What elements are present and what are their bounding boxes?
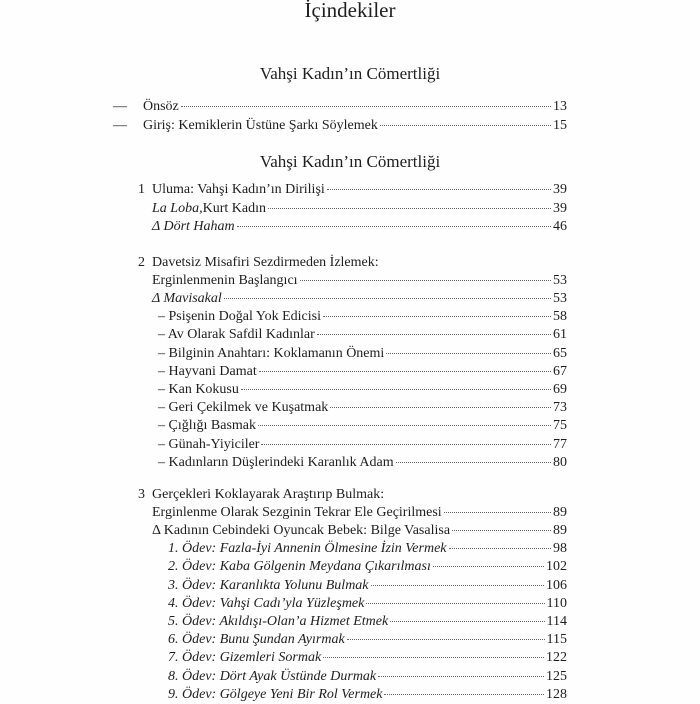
toc-entry[interactable] [168, 595, 567, 613]
entry-title-italic: La Loba, [152, 201, 203, 216]
dot-leader [259, 371, 551, 372]
entry-page: 110 [546, 595, 567, 611]
dot-leader [366, 603, 544, 604]
entry-page: 77 [553, 436, 567, 452]
entry-title: – Kadınların Düşlerindeki Karanlık Adam [158, 454, 394, 470]
chapter-title: Uluma: Vahşi Kadın’ın Dirilişi [152, 182, 325, 197]
toc-entry[interactable] [113, 117, 567, 135]
entry-page: 106 [546, 577, 567, 593]
entry-title: – Geri Çekilmek ve Kuşatmak [158, 400, 329, 416]
dot-leader [371, 585, 544, 586]
entry-page: 102 [546, 559, 567, 575]
chapter-title-row[interactable] [152, 272, 567, 290]
chapter-title-row[interactable] [152, 504, 567, 522]
toc-entry[interactable] [168, 540, 567, 558]
chapter-title: Erginlenmenin Başlangıcı [152, 273, 298, 288]
dot-leader [452, 530, 551, 531]
toc-entry[interactable] [168, 558, 567, 576]
toc-entry[interactable] [152, 218, 567, 236]
entry-page: 80 [553, 454, 567, 470]
entry-page: 122 [546, 650, 567, 666]
dot-leader [261, 444, 551, 445]
entry-title-italic: Δ Dört Haham [152, 219, 235, 234]
entry-page: 89 [553, 505, 567, 520]
dot-leader [390, 621, 544, 622]
toc-entry[interactable] [158, 308, 567, 326]
dot-leader [317, 334, 551, 335]
dot-leader [241, 389, 551, 390]
entry-page: 46 [553, 219, 567, 234]
dot-leader [224, 298, 551, 299]
entry-title: 7. Ödev: Gizemleri Sormak [168, 650, 322, 666]
entry-page: 69 [553, 382, 567, 397]
dot-leader [384, 694, 544, 695]
toc-entry[interactable] [158, 363, 567, 381]
toc-entry[interactable] [168, 668, 567, 686]
entry-page: 53 [553, 273, 567, 288]
toc-entry[interactable] [152, 290, 567, 308]
section-heading-1: Vahşi Kadın’ın Cömertliği [259, 64, 441, 83]
entry-title: – Av Olarak Safdil Kadınlar [158, 327, 315, 343]
entry-title: 1. Ödev: Fazla-İyi Annenin Ölmesine İzin Vermek [168, 541, 447, 557]
entry-page: 39 [553, 201, 567, 216]
entry-title: Kurt Kadın [202, 201, 266, 216]
entry-prefix: — [113, 118, 127, 133]
entry-page: 75 [553, 418, 567, 434]
entry-title: – Kan Kokusu [158, 382, 239, 397]
entry-title: Δ Mavisakal [152, 291, 222, 306]
entry-page: 58 [553, 309, 567, 325]
entry-title: 5. Ödev: Akıldışı-Olan’a Hizmet Etmek [168, 614, 389, 629]
entry-page: 115 [546, 632, 567, 648]
toc-entry[interactable] [152, 522, 567, 540]
toc-entry[interactable] [113, 98, 567, 116]
dot-leader [268, 208, 551, 209]
entry-title: – Çığlığı Basmak [158, 418, 256, 434]
dot-leader [181, 106, 551, 107]
dot-leader [258, 425, 551, 426]
section-heading-2: Vahşi Kadın’ın Cömertliği [259, 152, 441, 171]
entry-page: 39 [553, 182, 567, 197]
toc-entry[interactable] [158, 454, 567, 472]
entry-page: 15 [553, 118, 567, 133]
dot-leader [330, 407, 551, 408]
chapter-title-row[interactable] [152, 181, 567, 199]
dot-leader [300, 280, 551, 281]
entry-prefix: — [113, 99, 127, 114]
entry-page: 125 [546, 668, 567, 684]
entry-page: 98 [553, 541, 567, 557]
dot-leader [378, 676, 544, 677]
entry-page: 53 [553, 291, 567, 306]
entry-title: 8. Ödev: Dört Ayak Üstünde Durmak [168, 668, 377, 684]
toc-entry[interactable] [158, 399, 567, 417]
chapter-number: 1 [138, 182, 145, 197]
page-title: İçindekiler [304, 0, 396, 22]
dot-leader [444, 512, 551, 513]
entry-title: 3. Ödev: Karanlıkta Yolunu Bulmak [168, 577, 369, 593]
chapter-number: 3 [138, 487, 145, 502]
dot-leader [433, 566, 544, 567]
entry-page: 114 [546, 614, 567, 629]
dot-leader [396, 462, 551, 463]
toc-entry[interactable] [168, 649, 567, 667]
toc-entry[interactable] [168, 577, 567, 595]
entry-title: Giriş: Kemiklerin Üstüne Şarkı Söylemek [143, 118, 378, 133]
entry-title: 2. Ödev: Kaba Gölgenin Meydana Çıkarılması [168, 559, 431, 575]
dot-leader [323, 657, 544, 658]
toc-entry[interactable] [152, 200, 567, 218]
entry-page: 73 [553, 400, 567, 416]
entry-page: 89 [553, 523, 567, 538]
toc-entry[interactable] [158, 326, 567, 344]
dot-leader [380, 125, 551, 126]
dot-leader [449, 548, 552, 549]
entry-page: 65 [553, 345, 567, 361]
entry-page: 67 [553, 363, 567, 379]
toc-entry[interactable] [168, 631, 567, 649]
toc-entry[interactable] [168, 613, 567, 631]
entry-title: – Bilginin Anahtarı: Koklamanın Önemi [158, 345, 385, 361]
entry-title: – Günah-Yiyiciler [158, 436, 260, 452]
entry-page: 13 [553, 99, 567, 114]
entry-title: – Hayvani Damat [158, 363, 257, 379]
toc-entry[interactable] [158, 381, 567, 399]
dot-leader [327, 189, 551, 190]
chapter-title-line1: Davetsiz Misafiri Sezdirmeden İzlemek: [152, 255, 379, 270]
entry-title: 6. Ödev: Bunu Şundan Ayırmak [168, 632, 345, 648]
entry-title: 9. Ödev: Gölgeye Yeni Bir Rol Vermek [168, 686, 383, 702]
toc-entry[interactable] [168, 686, 567, 704]
toc-entry[interactable] [158, 436, 567, 454]
dot-leader [323, 316, 551, 317]
dot-leader [237, 226, 551, 227]
chapter-title: Erginlenme Olarak Sezginin Tekrar Ele Geçirilmesi [152, 505, 442, 520]
toc-entry[interactable] [158, 417, 567, 435]
entry-page: 61 [553, 327, 567, 343]
chapter-number: 2 [138, 255, 145, 270]
entry-title: Δ Kadının Cebindeki Oyuncak Bebek: Bilge Vasalisa [152, 523, 451, 538]
entry-title: Önsöz [143, 99, 179, 114]
entry-title: 4. Ödev: Vahşi Cadı’yla Yüzleşmek [168, 595, 365, 611]
entry-title: – Psişenin Doğal Yok Edicisi [158, 309, 321, 325]
toc-entry[interactable] [158, 345, 567, 363]
chapter-title-line1: Gerçekleri Koklayarak Araştırıp Bulmak: [152, 487, 385, 502]
dot-leader [386, 353, 551, 354]
entry-page: 128 [546, 686, 567, 702]
dot-leader [347, 639, 545, 640]
